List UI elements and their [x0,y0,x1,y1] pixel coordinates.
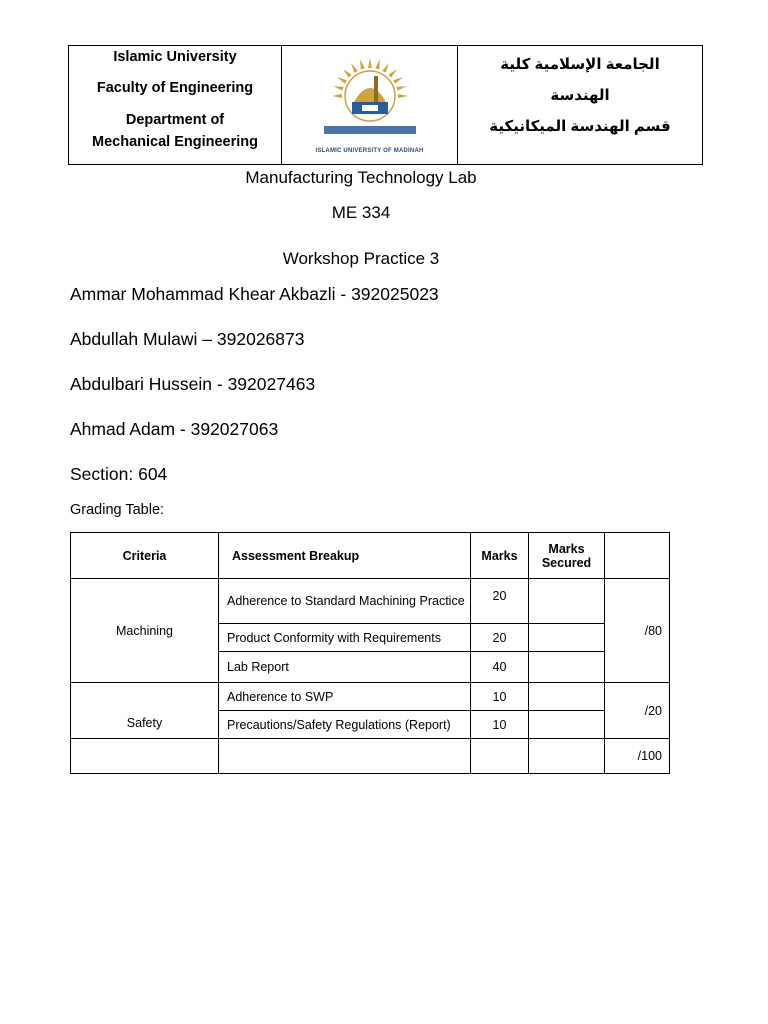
student-name: Abdullah Mulawi – 392026873 [70,329,305,349]
header-total [605,533,670,579]
header-marks-secured: Marks Secured [529,533,605,579]
marks-secured-cell[interactable] [529,683,605,711]
section-number: Section: 604 [70,464,168,484]
table-row [71,579,670,624]
marks-secured-cell[interactable] [529,652,605,683]
header-arabic-university: الجامعة الإسلامية كلية [500,56,660,73]
university-logo [310,56,430,154]
logo-caption: ISLAMIC UNIVERSITY OF MADINAH [315,148,424,154]
university-header [68,45,703,165]
marks-value: 10 [471,683,529,711]
course-code: ME 334 [331,203,391,222]
header-department-2: Mechanical Engineering [92,134,258,150]
criteria-machining: Machining [71,579,219,683]
header-english [69,46,282,164]
header-logo-cell [282,46,458,164]
assessment-item: Product Conformity with Requirements [219,624,471,652]
total-safety: /20 [605,683,670,739]
table-row [71,683,670,711]
header-department-1: Department of [125,112,225,128]
criteria-safety: Safety [71,683,219,739]
marks-secured-total-cell[interactable] [529,739,605,774]
marks-value: 10 [471,711,529,739]
marks-value: 40 [471,652,529,683]
header-faculty: Faculty of Engineering [96,80,254,96]
student-name: Abdulbari Hussein - 392027463 [70,374,316,394]
course-lab-title: Manufacturing Technology Lab [245,168,477,187]
marks-secured-cell[interactable] [529,579,605,624]
marks-value: 20 [471,624,529,652]
assessment-item: Adherence to SWP [219,683,471,711]
student-name: Ammar Mohammad Khear Akbazli - 392025023 [70,284,439,304]
table-header-row [71,533,670,579]
grading-table-label: Grading Table: [70,502,165,518]
marks-secured-cell[interactable] [529,624,605,652]
assessment-item: Precautions/Safety Regulations (Report) [219,711,471,739]
header-criteria: Criteria [71,533,219,579]
header-breakup: Assessment Breakup [219,533,471,579]
empty-cell [219,739,471,774]
university-seal-icon [310,56,430,148]
total-machining: /80 [605,579,670,683]
assessment-item: Adherence to Standard Machining Practice [219,579,471,624]
assessment-item: Lab Report [219,652,471,683]
empty-cell [471,739,529,774]
header-university: Islamic University [113,49,237,65]
student-name: Ahmad Adam - 392027063 [70,419,279,439]
grading-table [70,532,670,774]
marks-secured-cell[interactable] [529,711,605,739]
practice-title: Workshop Practice 3 [282,249,440,268]
header-arabic-department: قسم الهندسة الميكانيكية [489,118,671,135]
header-arabic [458,46,702,164]
empty-cell [71,739,219,774]
marks-value: 20 [471,579,529,624]
header-arabic-faculty: الهندسة [550,87,610,104]
table-total-row [71,739,670,774]
grand-total: /100 [605,739,670,774]
header-marks: Marks [471,533,529,579]
